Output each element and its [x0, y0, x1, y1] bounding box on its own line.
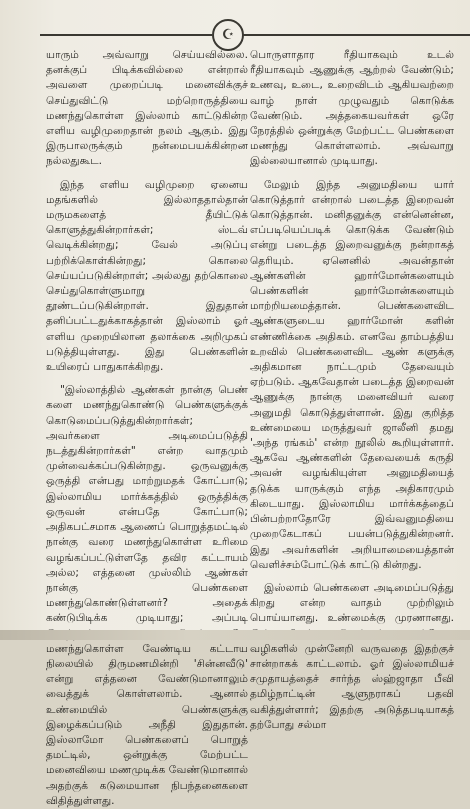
right-paragraph: மேலும் இந்த அனுமதியை யார் கொடுத்தார் என்றால் படைத்த இறைவன் கொடுத்தான். மனிதனுக்கு என்னென்ன, எப்படியெப்படிக் கொடுக்க வேண்டும் என்று படைத்த இறைவனுக்கு நன்றாகத் தெரியும். ஏனெனில் அவன்தான் ஆண்களின் ஹார்மோன்களையும் பெண்களின் ஹார்மோன்களையும் மாற்றியமைத்தான். பெண்களைவிட ஆண்களுடைய ஹார்மோன் களின் எண்ணிக்கை அதிகம். எனவே தாம்பத்திய உறவில் பெண்களைவிட ஆண் களுக்கு அதிகமான நாட்டமும் தேவையும் ஏற்படும். ஆகவேதான் படைத்த இறைவன் ஆணுக்கு நான்கு மனைவியர் வரை அனுமதி கொடுத்துள்ளான். இது குறித்த உண்மையை மருத்துவர் ஜாலீனி தமது 'அந்த ரங்கம்' என்ற நூலில் கூறியுள்ளார். ஆகவே ஆண்களின் தேவையைக் கருதி அவன் வழங்கியுள்ள அனுமதியைத் தடுக்க யாருக்கும் எந்த அதிகாரமும் கிடையாது. இஸ்லாமிய மார்க்கத்தைப் பின்பற்றாதோரே இவ்வனுமதியை முறைகேடாகப் பயன்படுத்துகின்றனர். இது அவர்களின் அறியாமையைத்தான் வெளிச்சம்போட்டுக் காட்டு கின்றது. [250, 178, 454, 571]
right-paragraph: இஸ்லாம் பெண்களை அடிமைப்படுத்து கிறது என்ற வாதம் முற்றிலும் பொய்யானது. உண்மைக்கு முரணானது. வழிகளில் முன்னேறி வருவதை இதற்குச் சான்றாகக் காட்டலாம். ஓர் இஸ்லாமியச் சமுதாயத்தைச் சார்ந்த ஸ்ஹ்ஜாதா பீவி தமிழ்நாட்டின் ஆளுநராகப் பதவி வகித்துள்ளார்; இதற்கு அடுத்தபடியாகத் தற்போது சல்மா [250, 581, 454, 731]
left-paragraph: "இஸ்லாத்தில் ஆண்கள் நான்கு பெண் களை மணந்துகொண்டு பெண்களுக்குக் கொடுமைப்படுத்துகின்றார்கள்; அவர்களை அடிமைப்படுத்தி நடத்துகின்றார்கள்" என்ற வாதமும் முன்வைக்கப்படுகின்றது. ஒருவனுக்கு ஒருத்தி என்பது மாற்றுமதக் கோட்பாடு; இஸ்லாமிய மார்க்கத்தில் ஒருத்திக்கு ஒருவன் என்பதே கோட்பாடு; அதிகபட்சமாக ஆணைப் பொறுத்தமட்டில் நான்கு வரை மணந்துகொள்ள உரிமை வழங்கப்பட்டுள்ளதே தவிர கட்டாயம் அல்ல; எத்தனை முஸ்லிம் ஆண்கள் நான்கு பெண்களை மணந்துகொண்டுள்ளனர்? அதைக் கண்டுபிடிக்க முடியாது; அப்படி மணந்துகொள்ள வேண்டிய கட்டாய நிலையில் திருமணமின்றி 'சின்னவீடு' என்று எத்தனை வேண்டுமானாலும் வைத்துக் கொள்ளலாம். ஆனால் உண்மையில் பெண்களுக்கு இழைக்கப்படும் அநீதி இதுதான். இஸ்லாமோ பெண்களைப் பொறுத் தமட்டில், ஒன்றுக்கு மேற்பட்ட மனைவியை மணமுடிக்க வேண்டுமானால் அதற்குக் கடுமையான நிபந்தனைகளை விதித்துள்ளது. [46, 384, 248, 807]
header-rule-right [242, 34, 470, 36]
header-rule-left [40, 34, 212, 36]
left-paragraph: யாரும் அவ்வாறு செய்யவில்லை. தனக்குப் பிடிக்கவில்லை என்றால் அவளை முறைப்படி மனைவிக்குச் செய்துவிட்டு மற்றொருத்தியை மணந்துகொள்ள இஸ்லாம் காட்டுகின்ற எளிய வழிமுறைதான் நலம் ஆகும். இது இருபாலருக்கும் நன்மைபயக்கின்றன நல்லதுகூட. [46, 49, 248, 168]
left-text-column [46, 48, 248, 809]
left-paragraph: இந்த எளிய வழிமுறை ஏனைய மதங்களில் இல்லாததால்தான் மருமகளைத் தீயிட்டுக் கொளுத்துகின்றார்கள்; ஸ்டவ் வெடிக்கின்றது; வேல் அடுப்பு பற்றிக்கொள்கின்றது; கொலை செய்யப்படுகின்றாள்; அல்லது தற்கொலை செய்துகொள்ளுமாறு தூண்டப்படுகின்றாள். இதுதான் தனிப்பட்டதுக்காகத்தான் இஸ்லாம் ஓர் எளிய முறையிலான தலாக்கை அறிமுகப் படுத்தியுள்ளது. இது பெண்களின் உயிரைப் பாதுகாக்கிறது. [46, 178, 248, 374]
circular-emblem-icon: ☪ [212, 19, 244, 51]
scan-edge [0, 630, 470, 640]
right-paragraph: பொருளாதார ரீதியாகவும் உடல் ரீதியாகவும் ஆணுக்கு ஆற்றல் வேண்டும்; உணவு, உடை, உறைவிடம் ஆகியவற்றை வாழ் நாள் முழுவதும் கொடுக்க வேண்டும். அத்தகையவர்கள் ஒரே நேரத்தில் ஒன்றுக்கு மேற்பட்ட பெண்களை மணந்து கொள்ளலாம். அவ்வாறு இல்லையானால் முடியாது. [250, 49, 454, 168]
